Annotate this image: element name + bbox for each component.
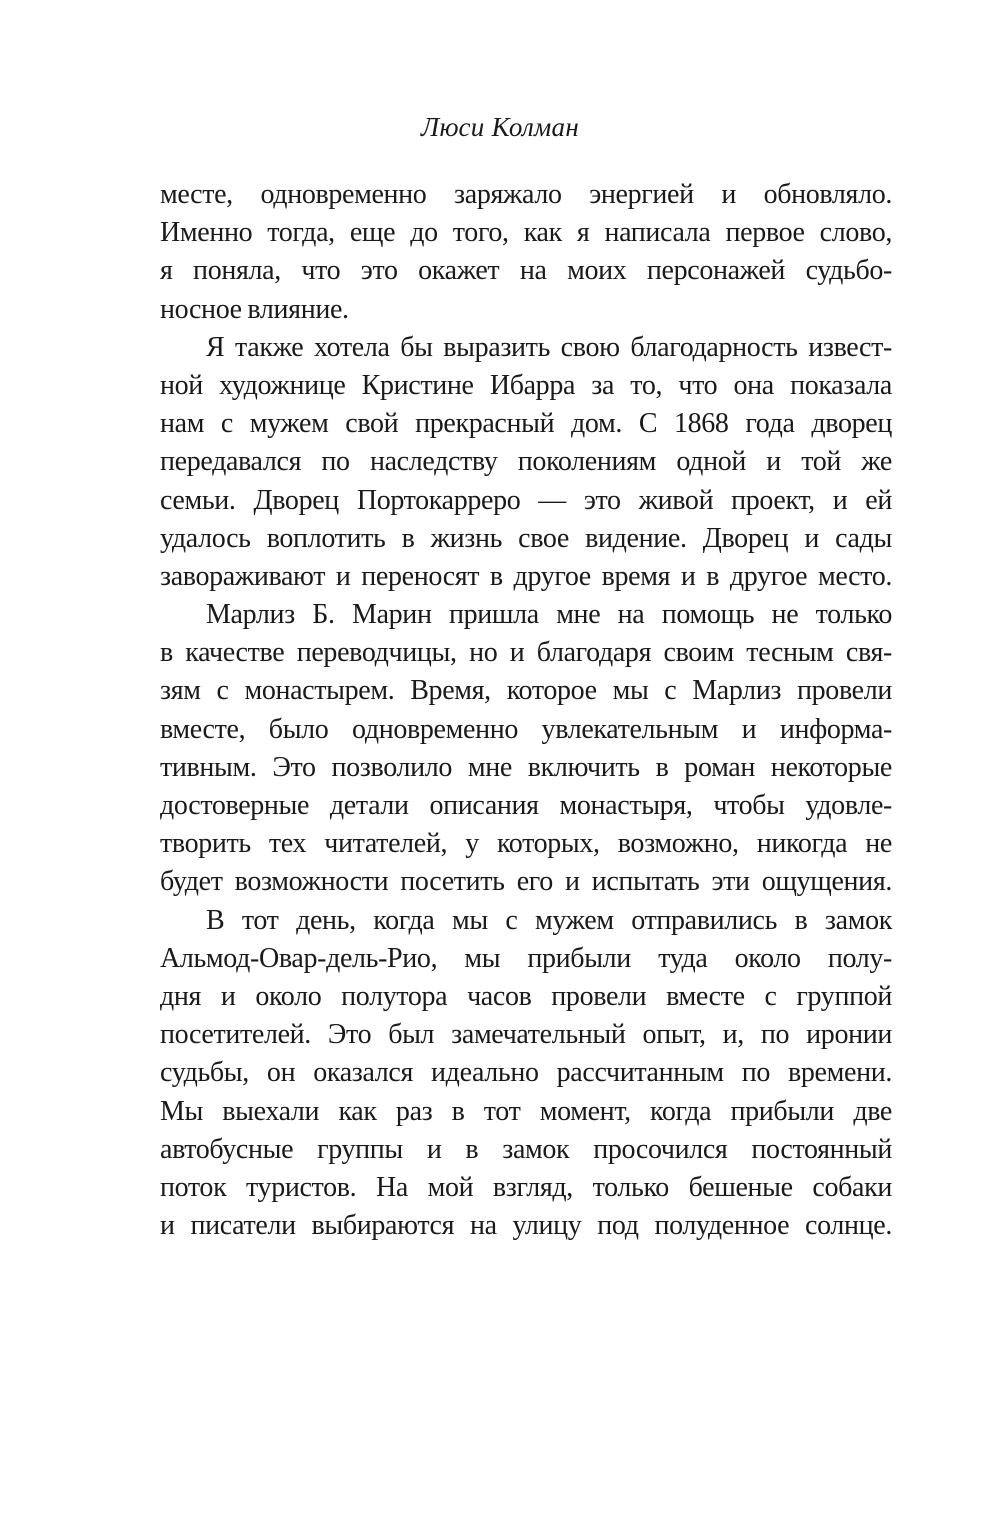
text-line: Альмод-Овар-дель-Рио, мы прибыли туда около полу- bbox=[160, 942, 892, 974]
text-line: завораживают и переносят в другое время и в другое место. bbox=[160, 560, 892, 592]
text-line: семьи. Дворец Портокарреро — это живой проект, и ей bbox=[160, 484, 892, 516]
text-line: носное влияние. bbox=[160, 293, 349, 325]
text-line: передавался по наследству поколениям одной и той же bbox=[160, 446, 892, 478]
text-line: месте, одновременно заряжало энергией и обновляло. bbox=[160, 179, 892, 210]
text-line: поток туристов. На мой взгляд, только бешеные собаки bbox=[160, 1171, 892, 1203]
paragraph bbox=[160, 176, 892, 329]
text-line: зям с монастырем. Время, которое мы с Марлиз провели bbox=[160, 675, 892, 707]
text-line: Я также хотела бы выразить свою благодарность извест- bbox=[206, 331, 892, 363]
body-text bbox=[160, 176, 892, 1245]
text-line: тивным. Это позволило мне включить в роман некоторые bbox=[160, 751, 892, 783]
text-line: судьбы, он оказался идеально рассчитанным по времени. bbox=[160, 1057, 892, 1089]
paragraph bbox=[160, 902, 892, 1246]
paragraph bbox=[160, 329, 892, 596]
text-line: в качестве переводчицы, но и благодаря своим тесным свя- bbox=[160, 637, 892, 669]
text-line: вместе, было одновременно увлекательным и информа- bbox=[160, 713, 892, 745]
text-line: творить тех читателей, у которых, возможно, никогда не bbox=[160, 828, 892, 860]
text-line: достоверные детали описания монастыря, чтобы удовле- bbox=[160, 790, 892, 821]
text-line: ной художнице Кристине Ибарра за то, что она показала bbox=[160, 369, 892, 401]
text-line: нам с мужем свой прекрасный дом. С 1868 года дворец bbox=[160, 408, 892, 440]
text-line: Марлиз Б. Марин пришла мне на помощь не только bbox=[206, 599, 892, 631]
text-line: дня и около полутора часов провели вместе с группой bbox=[160, 980, 892, 1012]
text-line: будет возможности посетить его и испытать эти ощущения. bbox=[160, 866, 892, 898]
text-line: я поняла, что это окажет на моих персонажей судьбо- bbox=[160, 255, 892, 287]
text-line: В тот день, когда мы с мужем отправились в замок bbox=[206, 904, 892, 936]
text-line: удалось воплотить в жизнь свое видение. Дворец и сады bbox=[160, 522, 892, 554]
text-line: Именно тогда, еще до того, как я написала первое слово, bbox=[160, 217, 892, 249]
text-line: посетителей. Это был замечательный опыт, и, по иронии bbox=[160, 1019, 892, 1051]
running-head-author: Люси Колман bbox=[420, 112, 580, 142]
text-line: автобусные группы и в замок просочился постоянный bbox=[160, 1133, 892, 1165]
text-line: и писатели выбираются на улицу под полуденное солнце. bbox=[160, 1210, 892, 1242]
paragraph bbox=[160, 596, 892, 902]
text-line: Мы выехали как раз в тот момент, когда прибыли две bbox=[160, 1095, 892, 1127]
